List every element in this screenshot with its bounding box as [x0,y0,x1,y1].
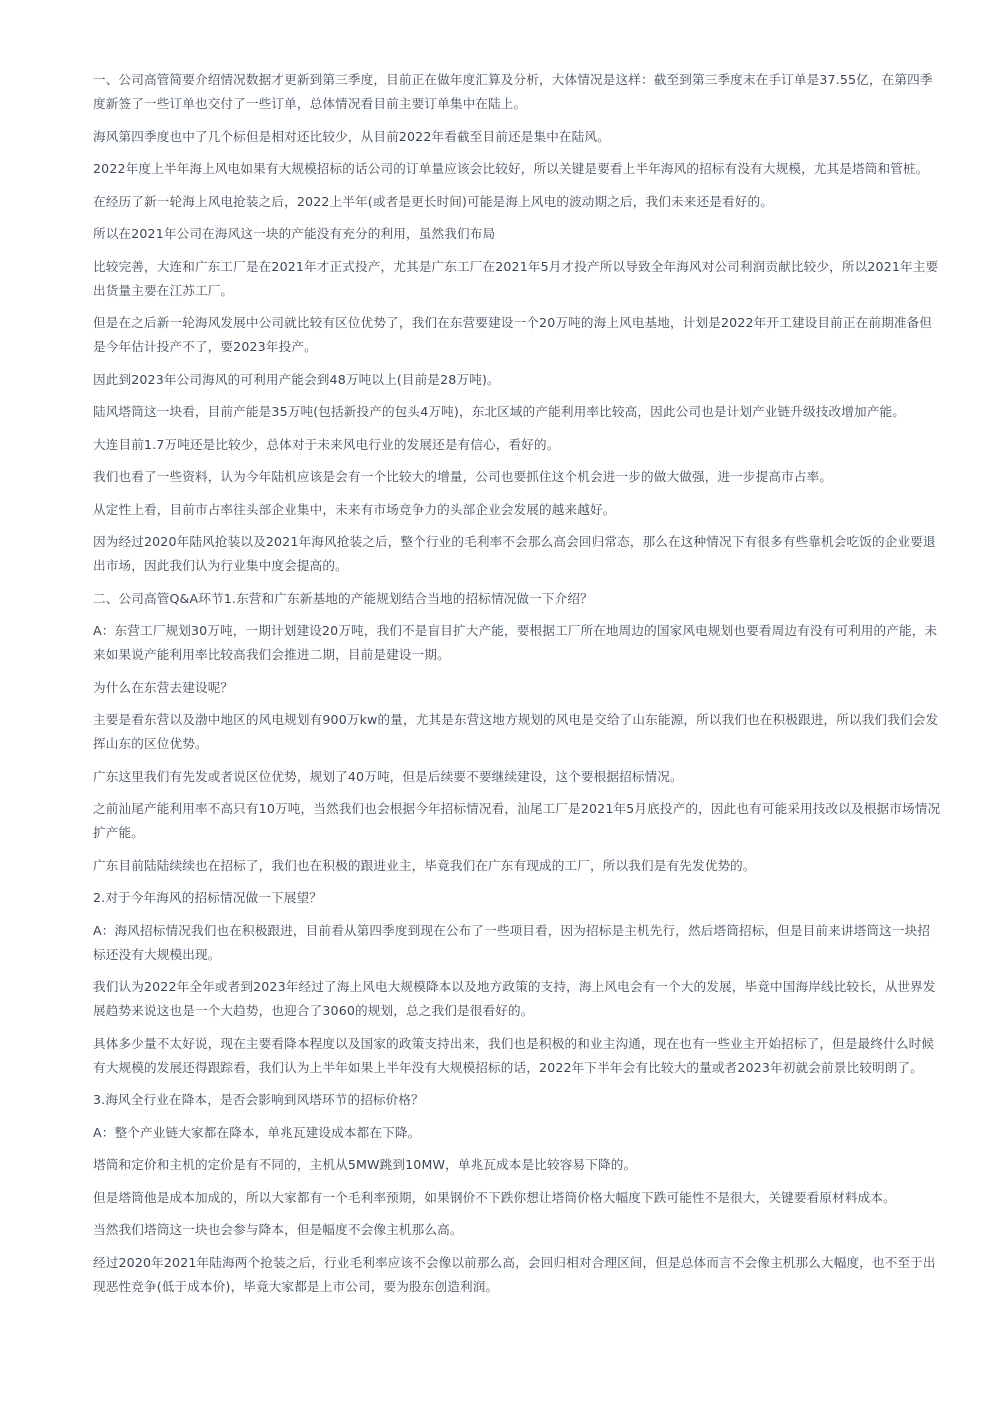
paragraph-qualitative: 从定性上看，目前市占率往头部企业集中，未来有市场竞争力的头部企业会发展的越来越好。 [93,501,616,517]
paragraph-qa-heading: 二、公司高管Q&A环节1.东营和广东新基地的产能规划结合当地的招标情况做一下介绍？ [93,590,593,606]
paragraph-cost-plus: 但是塔筒他是成本加成的，所以大家都有一个毛利率预期，如果钢价不下跌你想让塔筒价格大幅度下跌可能性不是很大，关键要看原材料成本。 [93,1189,896,1205]
paragraph-cost-reduction: 当然我们塔筒这一块也会参与降本，但是幅度不会像主机那么高。 [93,1222,463,1237]
paragraph-answer-dongying: A：东营工厂规划30万吨，一期计划建设20万吨，我们不是盲目扩大产能，要根据工厂所在地周边的国家风电规划也要看周边有没有可利用的产能，未来如果说产能利用率比较高我们会推进二期，目前是建设一期。 [93,623,938,662]
paragraph-shanwei: 之前汕尾产能利用率不高只有10万吨，当然我们也会根据今年招标情况看，汕尾工厂是2021年5月底投产的，因此也有可能采用技改以及根据市场情况扩产能。 [93,801,941,840]
paragraph-bozhong-plan: 主要是看东营以及渤中地区的风电规划有900万kw的量，尤其是东营这地方规划的风电是交给了山东能源，所以我们也在积极跟进，所以我们我们会发挥山东的区位优势。 [93,712,939,751]
paragraph-why-dongying: 为什么在东营去建设呢？ [93,679,234,695]
paragraph-intro-orders: 一、公司高管简要介绍情况数据才更新到第三季度，目前正在做年度汇算及分析，大体情况是这样：截至到第三季度末在手订单是37.55亿，在第四季度新签了一些订单也交付了一些订单，总体情况看目前主要订单集中在陆上。 [93,72,933,111]
paragraph-tower-pricing: 塔筒和定价和主机的定价是有不同的，主机从5MW跳到10MW，单兆瓦成本是比较容易下降的。 [93,1157,637,1172]
paragraph-volume-outlook: 具体多少量不太好说，现在主要看降本程度以及国家的政策支持出来，我们也是积极的和业主沟通，现在也有一些业主开始招标了，但是最终什么时候有大规模的发展还得跟踪看，我们认为上半年如果上半年没有大规模招标的话，2022年下半年会有比较大的量或者2023年初就会前景比较明朗了。 [93,1035,935,1075]
paragraph-question-2: 2.对于今年海风的招标情况做一下展望？ [93,890,322,905]
paragraph-concentration: 因为经过2020年陆风抢装以及2021年海风抢装之后，整个行业的毛利率不会那么高会回归常态，那么在这种情况下有很多有些靠机会吃饭的企业要退出市场，因此我们认为行业集中度会提高的。 [93,534,936,573]
paragraph-2021-capacity: 所以在2021年公司在海风这一块的产能没有充分的利用，虽然我们布局 [93,226,496,241]
paragraph-margin: 经过2020年2021年陆海两个抢装之后，行业毛利率应该不会像以前那么高，会回归相对合理区间，但是总体而言不会像主机那么大幅度，也不至于出现恶性竞争(低于成本价)，毕竟大家都是上市公司，要为股东创造利润。 [93,1254,936,1294]
paragraph-onshore-capacity: 陆风塔筒这一块看，目前产能是35万吨(包括新投产的包头4万吨)，东北区域的产能利用率比较高，因此公司也是计划产业链升级技改增加产能。 [93,404,905,419]
paragraph-guangdong-advantage: 广东这里我们有先发或者说区位优势，规划了40万吨，但是后续要不要继续建设，这个要根据招标情况。 [93,768,683,784]
paragraph-question-3: 3.海风全行业在降本，是否会影响到风塔环节的招标价格？ [93,1092,424,1107]
paragraph-guangdong-tender: 广东目前陆陆续续也在招标了，我们也在积极的跟进业主，毕竟我们在广东有现成的工厂，所以我们是有先发优势的。 [93,857,756,873]
paragraph-market-share: 我们也看了一些资料，认为今年陆机应该是会有一个比较大的增量，公司也要抓住这个机会进一步的做大做强，进一步提高市占率。 [93,469,833,484]
paragraph-dongying-base: 但是在之后新一轮海风发展中公司就比较有区位优势了，我们在东营要建设一个20万吨的海上风电基地，计划是2022年开工建设目前正在前期准备但是今年估计投产不了，要2023年投产。 [93,315,933,354]
paragraph-after-rush: 在经历了新一轮海上风电抢装之后，2022上半年(或者是更长时间)可能是海上风电的波动期之后，我们未来还是看好的。 [93,193,773,209]
paragraph-dalian-volume: 大连目前1.7万吨还是比较少，总体对于未来风电行业的发展还是有信心，看好的。 [93,436,560,452]
paragraph-2022-h1-tender: 2022年度上半年海上风电如果有大规模招标的话公司的订单量应该会比较好，所以关键是要看上半年海风的招标有没有大规模，尤其是塔筒和管桩。 [93,161,929,176]
paragraph-2023-capacity: 因此到2023年公司海风的可利用产能会到48万吨以上(目前是28万吨)。 [93,371,500,387]
paragraph-answer-3: A：整个产业链大家都在降本，单兆瓦建设成本都在下降。 [93,1124,421,1140]
paragraph-dalian-guangdong: 比较完善，大连和广东工厂是在2021年才正式投产，尤其是广东工厂在2021年5月才投产所以导致全年海风对公司利润贡献比较少，所以2021年主要出货量主要在江苏工厂。 [93,258,939,298]
paragraph-answer-2: A：海风招标情况我们也在积极跟进，目前看从第四季度到现在公布了一些项目看，因为招标是主机先行，然后塔筒招标，但是目前来讲塔筒这一块招标还没有大规模出现。 [93,922,931,962]
paragraph-outlook-2022: 我们认为2022年全年或者到2023年经过了海上风电大规模降本以及地方政策的支持，海上风电会有一个大的发展，毕竟中国海岸线比较长，从世界发展趋势来说这也是一个大趋势，也迎合了3060的规划，总之我们是很看好的。 [93,979,936,1018]
paragraph-q4-offshore: 海风第四季度也中了几个标但是相对还比较少，从目前2022年看截至目前还是集中在陆风。 [93,128,610,144]
